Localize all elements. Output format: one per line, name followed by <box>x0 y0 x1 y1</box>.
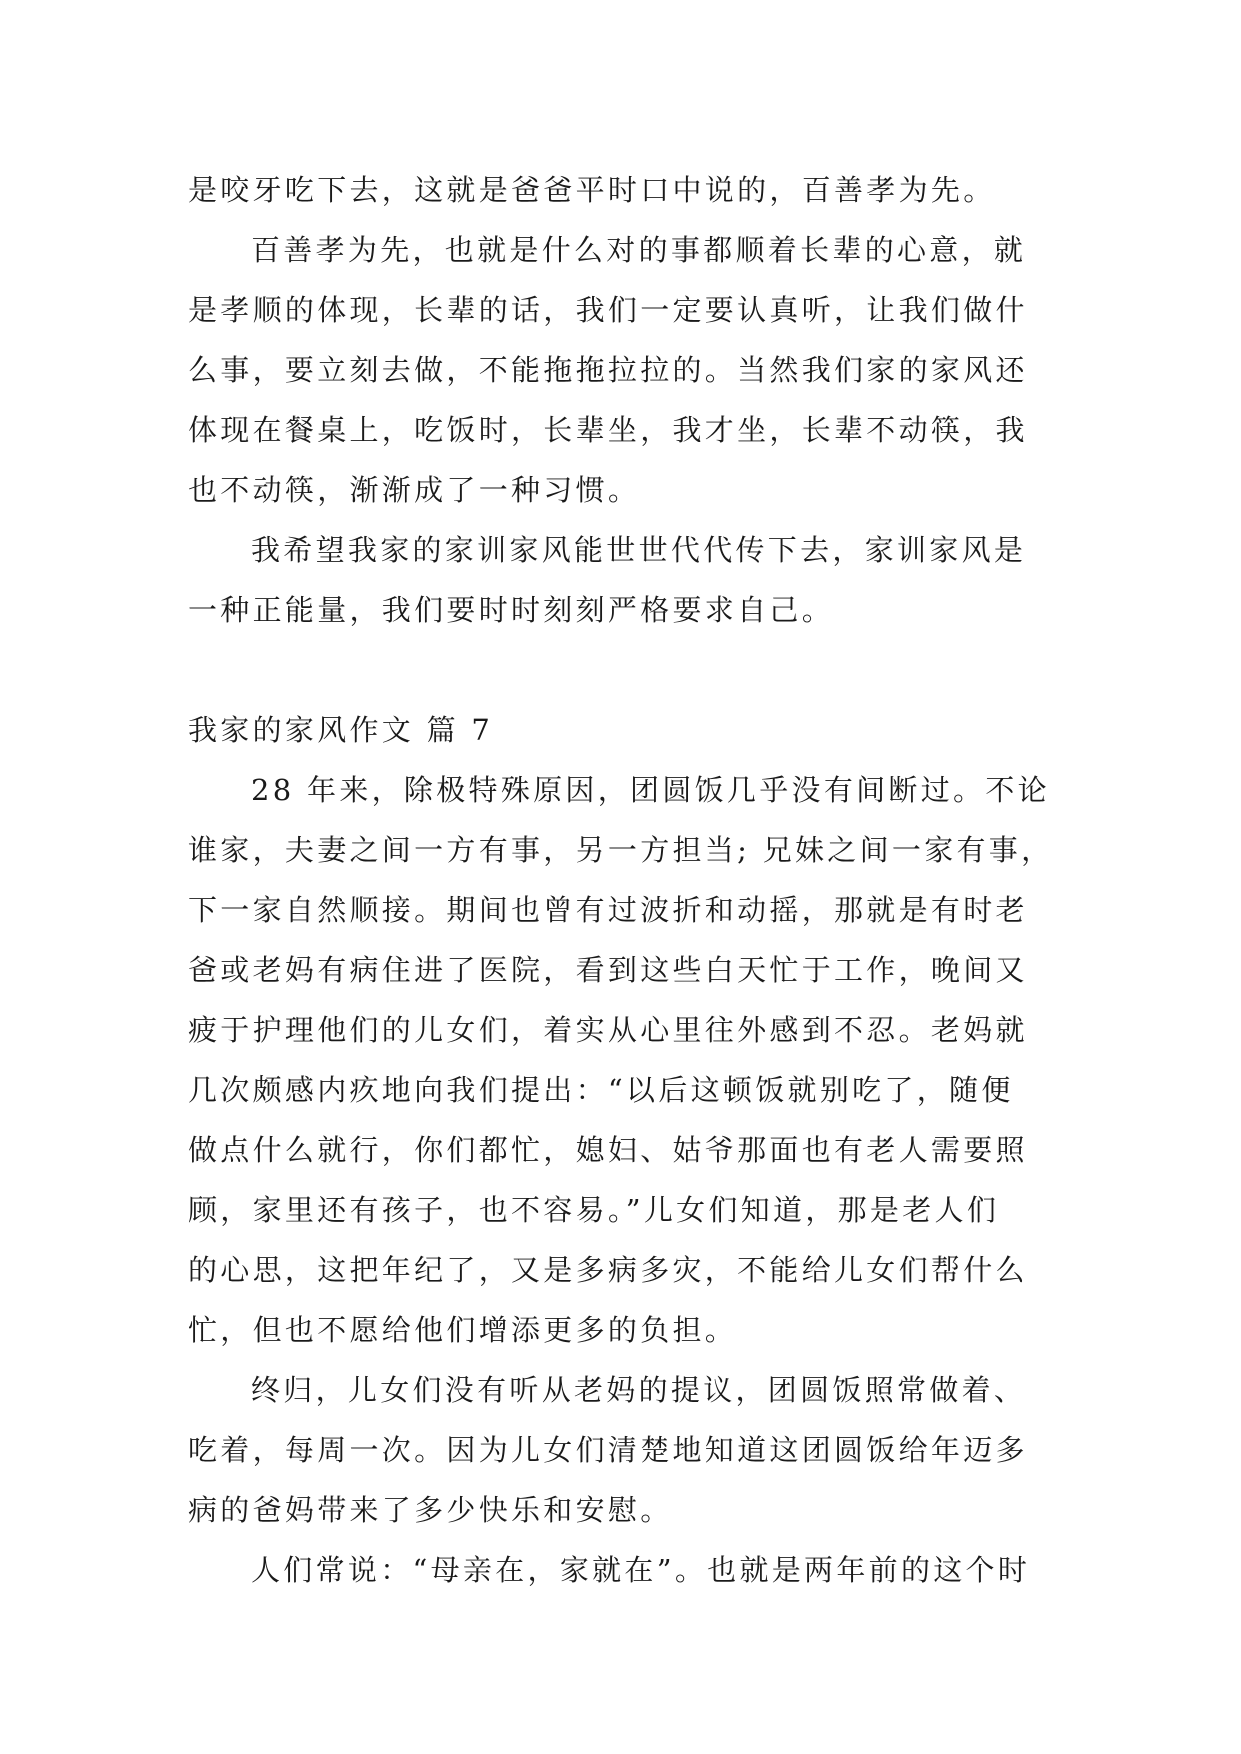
paragraph <box>188 520 1054 640</box>
paragraph <box>188 1360 1054 1540</box>
paragraph-line: 的心思，这把年纪了，又是多病多灾，不能给儿女们帮什么 <box>188 1253 1028 1287</box>
paragraph-line: 是咬牙吃下去，这就是爸爸平时口中说的，百善孝为先。 <box>188 173 996 207</box>
paragraph-line: 吃着，每周一次。因为儿女们清楚地知道这团圆饭给年迈多 <box>188 1433 1028 1467</box>
paragraph-line: 我希望我家的家训家风能世世代代传下去，家训家风是 <box>251 533 1027 567</box>
paragraph-line: 几次颇感内疚地向我们提出：“以后这顿饭就别吃了，随便 <box>188 1073 1014 1107</box>
paragraph-line: 也不动筷，渐渐成了一种习惯。 <box>188 473 641 507</box>
paragraph-line: 终归，儿女们没有听从老妈的提议，团圆饭照常做着、 <box>251 1373 1027 1407</box>
paragraph-line: 是孝顺的体现，长辈的话，我们一定要认真听，让我们做什 <box>188 293 1028 327</box>
paragraph-line: 么事，要立刻去做，不能拖拖拉拉的。当然我们家的家风还 <box>188 353 1028 387</box>
paragraph-line: 下一家自然顺接。期间也曾有过波折和动摇，那就是有时老 <box>188 893 1028 927</box>
paragraph-line: 顾，家里还有孩子，也不容易。”儿女们知道，那是老人们 <box>188 1193 1000 1227</box>
paragraph-line: 爸或老妈有病住进了医院，看到这些白天忙于工作，晚间又 <box>188 953 1028 987</box>
paragraph-line: 病的爸妈带来了多少快乐和安慰。 <box>188 1493 673 1527</box>
paragraph-line: 疲于护理他们的儿女们，着实从心里往外感到不忍。老妈就 <box>188 1013 1028 1047</box>
paragraph <box>188 1540 1054 1600</box>
section-heading <box>188 700 1054 760</box>
document-body <box>188 160 1054 1600</box>
paragraph-line: 28 年来，除极特殊原因，团圆饭几乎没有间断过。不论 <box>251 773 1050 807</box>
paragraph-line: 体现在餐桌上，吃饭时，长辈坐，我才坐，长辈不动筷，我 <box>188 413 1028 447</box>
paragraph <box>188 160 1054 220</box>
paragraph-line: 一种正能量，我们要时时刻刻严格要求自己。 <box>188 593 835 627</box>
paragraph-line: 忙，但也不愿给他们增添更多的负担。 <box>188 1313 738 1347</box>
paragraph-line: 百善孝为先，也就是什么对的事都顺着长辈的心意，就 <box>251 233 1027 267</box>
paragraph-line: 谁家，夫妻之间一方有事，另一方担当; 兄妹之间一家有事， <box>188 833 1054 867</box>
paragraph <box>188 220 1054 520</box>
paragraph-line: 人们常说：“母亲在，家就在”。也就是两年前的这个时 <box>251 1553 1031 1587</box>
heading-text: 我家的家风作文 篇 7 <box>188 713 494 747</box>
paragraph-line: 做点什么就行，你们都忙，媳妇、姑爷那面也有老人需要照 <box>188 1133 1028 1167</box>
section-gap <box>188 640 1054 700</box>
paragraph <box>188 760 1054 1360</box>
